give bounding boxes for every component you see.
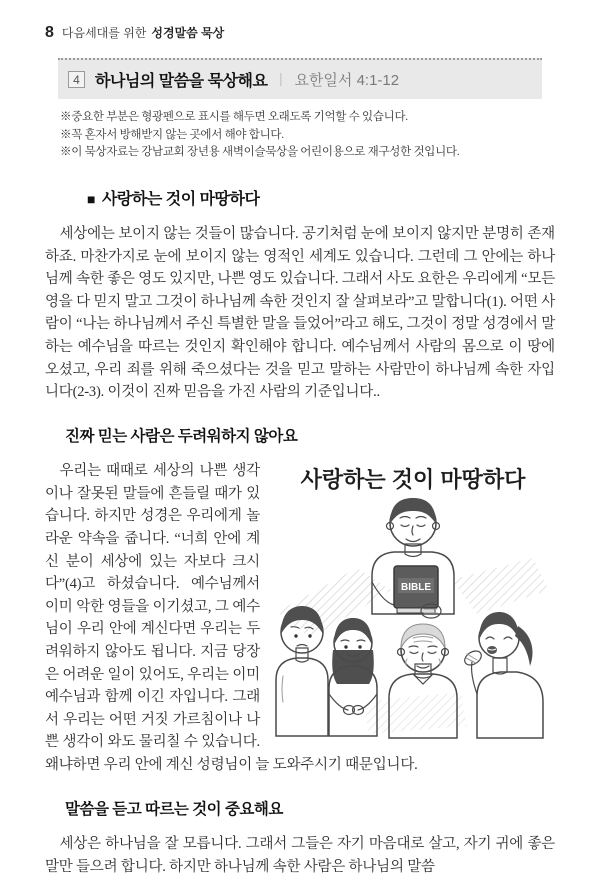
- section-heading-text: 사랑하는 것이 마땅하다: [101, 190, 260, 208]
- father-figure: [372, 498, 454, 618]
- text-with-illustration: [45, 460, 555, 776]
- title-separator: |: [279, 71, 283, 87]
- paragraph-fear-not: 우리는 때때로 세상의 나쁜 생각이나 잘못된 말들에 흔들릴 때가 있습니다. 하지만 성경은 우리에게 놀라운 약속을 줍니다. “너희 안에 계신 분이 세상에 있는 자보다 크시다”(4)고 하셨습니다. 예수님께서 이미 악한 영들을 이기셨고, 그 예수님이 우리 안에 계신다면 우리는 두려워하지 않아도 됩니다. 지금 당장은 어려운 일이 있어도, 우리는 이미 예수님과 함께 이긴 자입니다. 그래서 우리는 어떤 거짓 가르침이나 나쁜 생각이 와도 물리칠 수 있습니다. 왜냐하면 우리 안에 계신 성령님이 늘 도와주시기 때문입니다.: [45, 463, 418, 773]
- square-bullet-icon: ■: [87, 190, 95, 207]
- mother-figure: [462, 612, 543, 738]
- note-line: ※중요한 부분은 형광펜으로 표시를 해두면 오래도록 기억할 수 있습니다.: [60, 111, 408, 123]
- book-title-bold: 성경말씀 묵상: [151, 26, 225, 40]
- note-line: ※꼭 혼자서 방해받지 않는 곳에서 해야 합니다.: [60, 128, 284, 141]
- lesson-number-box: 4: [68, 71, 85, 88]
- book-title-regular: 다음세대를 위한: [61, 26, 147, 40]
- paragraph-listen-follow: 세상은 하나님을 잘 모릅니다. 그래서 그들은 자기 마음대로 살고, 자기 귀에 좋은 말만 들으려 합니다. 하지만 하나님께 속한 사람은 하나님의 말씀: [45, 836, 555, 875]
- subsection1-heading: 진짜 믿는 사람은 두려워하지 않아요: [65, 427, 298, 445]
- scripture-reference: 요한일서 4:1-12: [294, 72, 400, 89]
- note-line: ※이 묵상자료는 강남교회 장년용 새벽이슬묵상을 어린이용으로 재구성한 것입니다.: [60, 146, 460, 158]
- bible-label: BIBLE: [401, 582, 431, 594]
- subsection2-heading: 말씀을 듣고 따르는 것이 중요해요: [65, 800, 283, 818]
- page-number: 8: [45, 24, 54, 41]
- lesson-title-bar: [58, 58, 542, 99]
- family-illustration-svg: [271, 462, 555, 744]
- illustration-caption: 사랑하는 것이 마땅하다: [300, 467, 526, 493]
- lesson-title: 하나님의 말씀을 묵상해요: [95, 73, 268, 90]
- section-heading: [87, 186, 555, 209]
- paragraph-intro: 세상에는 보이지 않는 것들이 많습니다. 공기처럼 눈에 보이지 않지만 분명히 존재하죠. 마찬가지로 눈에 보이지 않는 영적인 세계도 있습니다. 그런데 그 안에는 하나님께 속한 좋은 영도 있지만, 나쁜 영도 있습니다. 그래서 사도 요한은 우리에게 “모든 영을 다 믿지 말고 그것이 하나님께 속한 것인지 잘 살펴보라”고 말합니다(1). 어떤 사람이 “나는 하나님께서 주신 특별한 말을 들었어”라고 해도, 그것이 정말 성경에서 말하는 예수님을 따르는 것인지 확인해야 합니다. 예수님께서 사람의 몸으로 이 땅에 오셨고, 우리 죄를 위해 죽으셨다는 것을 믿고 말하는 사람만이 하나님께 속한 자입니다(2-3). 이것이 진짜 믿음을 가진 사람의 기준입니다..: [45, 226, 555, 401]
- family-illustration: [271, 462, 555, 744]
- bible-book: [394, 566, 438, 613]
- instruction-notes: [60, 109, 542, 162]
- running-head: [45, 24, 555, 42]
